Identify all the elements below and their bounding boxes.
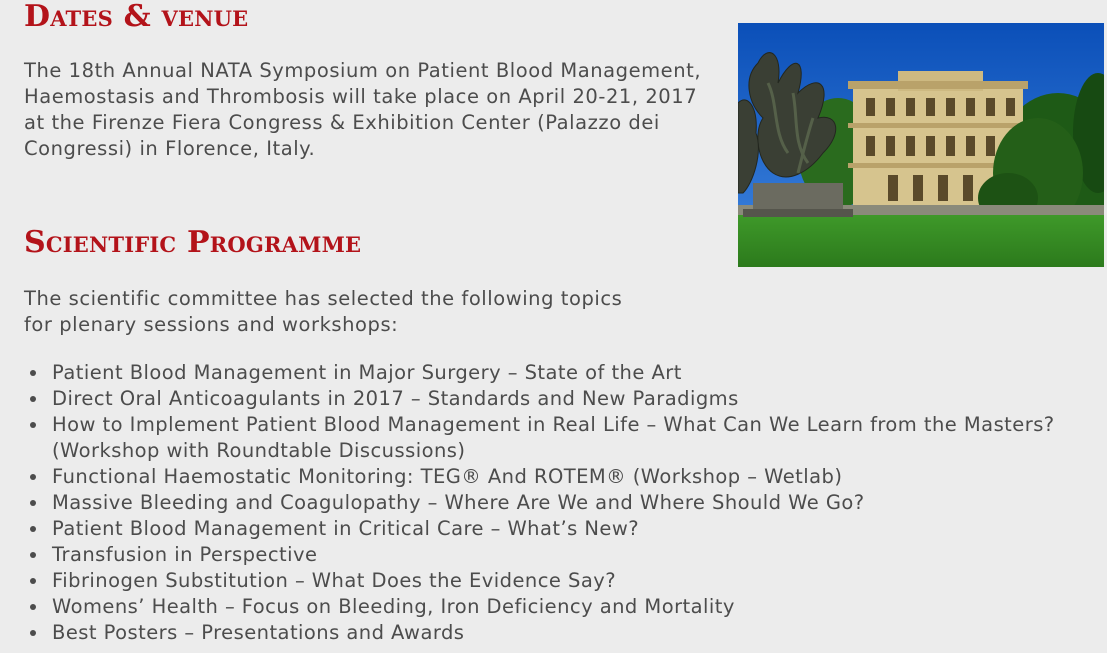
topic-text: Best Posters – Presentations and Awards xyxy=(52,621,465,644)
list-item xyxy=(52,568,1107,594)
bullet-icon xyxy=(30,630,36,636)
list-item xyxy=(52,516,1107,542)
list-item xyxy=(52,360,1107,386)
list-item xyxy=(52,490,1107,516)
palazzo-congressi-image xyxy=(738,23,1104,267)
programme-intro xyxy=(24,286,684,338)
list-item xyxy=(52,594,1107,620)
programme-intro-line-2: for plenary sessions and workshops: xyxy=(24,313,399,336)
venue-photo xyxy=(738,23,1104,267)
topic-text-continued: (Workshop with Roundtable Discussions) xyxy=(52,439,466,462)
bullet-icon xyxy=(30,604,36,610)
topic-text: How to Implement Patient Blood Management in Real Life – What Can We Learn from the Masters? xyxy=(52,413,1055,436)
topic-text: Direct Oral Anticoagulants in 2017 – Standards and New Paradigms xyxy=(52,387,739,410)
scientific-programme-heading: Scientific Programme xyxy=(24,225,362,260)
list-item xyxy=(52,412,1107,464)
list-item xyxy=(52,464,1107,490)
programme-intro-line-1: The scientific committee has selected the following topics xyxy=(24,287,623,310)
bullet-icon xyxy=(30,578,36,584)
topics-list xyxy=(0,360,1107,646)
topic-text: Functional Haemostatic Monitoring: TEG® And ROTEM® (Workshop – Wetlab) xyxy=(52,465,843,488)
topic-text: Massive Bleeding and Coagulopathy – Where Are We and Where Should We Go? xyxy=(52,491,865,514)
bullet-icon xyxy=(30,370,36,376)
bullet-icon xyxy=(30,526,36,532)
list-item xyxy=(52,620,1107,646)
venue-description: The 18th Annual NATA Symposium on Patient Blood Management, Haemostasis and Thrombosis will take place on April 20-21, 2017 at the Firenze Fiera Congress & Exhibition Center (Palazzo dei Congressi) in Florence, Italy. xyxy=(24,59,702,160)
list-item xyxy=(52,386,1107,412)
bullet-icon xyxy=(30,422,36,428)
list-item xyxy=(52,542,1107,568)
bullet-icon xyxy=(30,396,36,402)
topic-text: Womens’ Health – Focus on Bleeding, Iron Deficiency and Mortality xyxy=(52,595,735,618)
dates-venue-heading: Dates & venue xyxy=(24,0,249,34)
topic-text: Fibrinogen Substitution – What Does the Evidence Say? xyxy=(52,569,617,592)
topic-text: Transfusion in Perspective xyxy=(52,543,318,566)
bullet-icon xyxy=(30,474,36,480)
topic-text: Patient Blood Management in Major Surgery – State of the Art xyxy=(52,361,682,384)
bullet-icon xyxy=(30,500,36,506)
bullet-icon xyxy=(30,552,36,558)
topic-text: Patient Blood Management in Critical Care – What’s New? xyxy=(52,517,640,540)
